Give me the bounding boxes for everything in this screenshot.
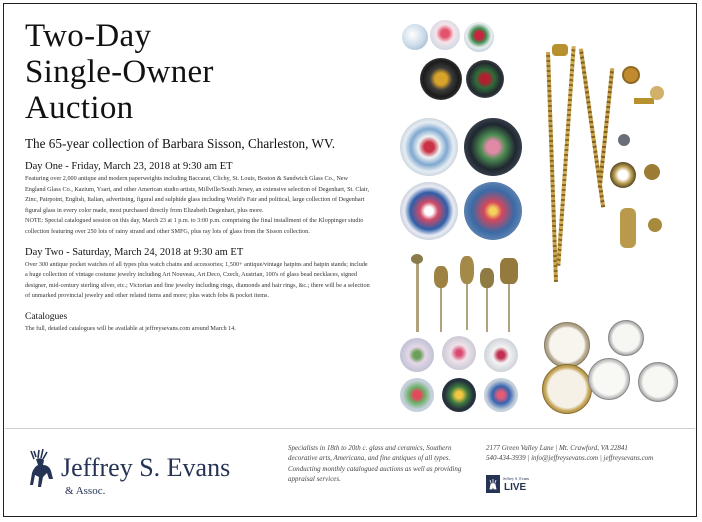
footer bbox=[5, 428, 695, 515]
catalogues-body: The full, detailed catalogues will be available at jeffreysevans.com around March 14. bbox=[25, 324, 236, 332]
contact-block bbox=[486, 443, 686, 464]
contact-line: 540-434-3939 | info@jeffreysevans.com | jeffreysevans.com bbox=[486, 454, 654, 463]
brand-subtitle: & Assoc. bbox=[65, 485, 106, 497]
day-two-heading: Day Two - Saturday, March 24, 2018 at 9:30 am ET bbox=[25, 246, 244, 258]
watch-chains-photo bbox=[534, 38, 682, 308]
live-logo-icon bbox=[486, 475, 500, 493]
title-line-1: Two-Day bbox=[25, 18, 152, 54]
title-line-2: Single-Owner bbox=[25, 54, 214, 90]
product-photo-collage bbox=[388, 18, 682, 418]
pocket-watches-photo bbox=[538, 314, 682, 418]
brand-name: Jeffrey S. Evans bbox=[61, 453, 231, 482]
address-line: 2177 Green Valley Lane | Mt. Crawford, VA 22841 bbox=[486, 444, 628, 452]
poster-title bbox=[25, 18, 370, 126]
hatpins-photo bbox=[398, 252, 528, 334]
poster-text-column bbox=[25, 18, 370, 335]
day-two-body: Over 300 antique pocket watches of all types plus watch chains and accessories; 1,500+ antique/vintage hatpins and hatpin stands; include a huge collection of vintage costume jewelry including Art Nouveau, Art Deco, Czech, Austrian, 100's of glass bead necklaces, signed designer, mid-century sterling silver, etc.; Victorian and fine jewelry including rings, diamonds and hair rings, &c.; there will be a selection of unmarked provincial jewelry and other related items and more; plus watch fobs & pocket items. bbox=[25, 260, 370, 300]
live-logo-subtitle: Jeffrey S. Evans bbox=[503, 476, 530, 481]
live-label: LIVE bbox=[504, 482, 527, 493]
deer-logo-icon bbox=[25, 447, 57, 496]
paperweight-group-photo-2 bbox=[398, 116, 528, 244]
catalogues-heading: Catalogues bbox=[25, 311, 68, 322]
company-tagline: Specialists in 18th to 20th c. glass and ceramics, Southern decorative arts, Americana, and fine antiques of all types. Conducting monthly catalogued auctions as well as providing appraisal services. bbox=[288, 444, 462, 483]
poster-subtitle: The 65-year collection of Barbara Sisson, Charleston, WV. bbox=[25, 136, 336, 151]
day-one-body: Featuring over 2,000 antique and modern paperweights including Baccarat, Clichy, St. Louis, Boston & Sandwich Glass Co., New England Glass Co., Kazium, Ysart, and other American studio artists, Millville/South Jersey, an extensive selection of Degenhart, St. Clair, Zinc, Pairpoint, English, Italian, advertising, figural and sulphide glass including World's Fair and political, large collection of Degenhart figural glass in every color made, most purchased directly from Elizabeth Degenhart, plus more. bbox=[25, 175, 370, 214]
title-line-3: Auction bbox=[25, 90, 134, 126]
day-one-note: NOTE: Special catalogued session on this day, March 23 at 1 p.m. to 3:00 p.m. comprising the final installment of the Kloppinger studio collection featuring over 250 lots of rainy strand and other SMFG, plus ray lots of glass from the Sisson collection. bbox=[25, 217, 364, 235]
paperweight-group-photo-1 bbox=[398, 20, 508, 106]
paperweight-group-photo-3 bbox=[398, 336, 526, 414]
day-one-heading: Day One - Friday, March 23, 2018 at 9:30 am ET bbox=[25, 161, 233, 172]
